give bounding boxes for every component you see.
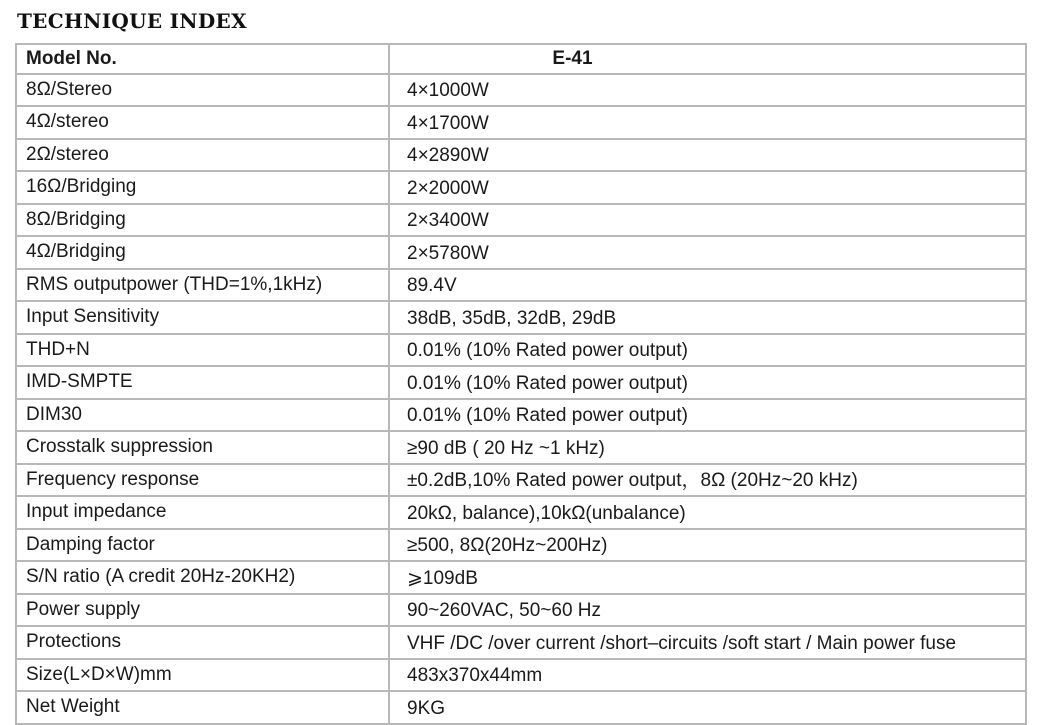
header-model-cell: E-41 bbox=[389, 44, 1026, 74]
spec-value: 0.01% (10% Rated power output) bbox=[389, 366, 1026, 399]
spec-label: DIM30 bbox=[16, 399, 389, 432]
table-row bbox=[16, 594, 1026, 627]
table-row bbox=[16, 301, 1026, 334]
spec-value: ≥90 dB ( 20 Hz ~1 kHz) bbox=[389, 431, 1026, 464]
spec-value: 89.4V bbox=[389, 269, 1026, 302]
spec-label: Crosstalk suppression bbox=[16, 431, 389, 464]
spec-value: 9KG bbox=[389, 691, 1026, 724]
spec-label: Protections bbox=[16, 626, 389, 659]
table-row bbox=[16, 334, 1026, 367]
header-label-cell: Model No. bbox=[16, 44, 389, 74]
table-row bbox=[16, 366, 1026, 399]
table-row bbox=[16, 691, 1026, 724]
spec-value: VHF /DC /over current /short–circuits /soft start / Main power fuse bbox=[389, 626, 1026, 659]
spec-value: 4×1000W bbox=[389, 74, 1026, 107]
table-row bbox=[16, 496, 1026, 529]
spec-value: 90~260VAC, 50~60 Hz bbox=[389, 594, 1026, 627]
table-row bbox=[16, 269, 1026, 302]
spec-label: 16Ω/Bridging bbox=[16, 171, 389, 204]
spec-label: Input Sensitivity bbox=[16, 301, 389, 334]
spec-value: ≥500, 8Ω(20Hz~200Hz) bbox=[389, 529, 1026, 562]
spec-label: 8Ω/Bridging bbox=[16, 204, 389, 237]
spec-value: 0.01% (10% Rated power output) bbox=[389, 334, 1026, 367]
table-row bbox=[16, 399, 1026, 432]
spec-value: 2×2000W bbox=[389, 171, 1026, 204]
spec-label: Net Weight bbox=[16, 691, 389, 724]
spec-label: Input impedance bbox=[16, 496, 389, 529]
spec-label: THD+N bbox=[16, 334, 389, 367]
table-row bbox=[16, 431, 1026, 464]
table-row bbox=[16, 204, 1026, 237]
spec-value: 2×3400W bbox=[389, 204, 1026, 237]
spec-value: 4×2890W bbox=[389, 139, 1026, 172]
table-row bbox=[16, 139, 1026, 172]
spec-value: 2×5780W bbox=[389, 236, 1026, 269]
spec-label: Damping factor bbox=[16, 529, 389, 562]
spec-value: 4×1700W bbox=[389, 106, 1026, 139]
spec-label: 2Ω/stereo bbox=[16, 139, 389, 172]
spec-label: Power supply bbox=[16, 594, 389, 627]
table-row bbox=[16, 529, 1026, 562]
spec-table bbox=[15, 43, 1027, 725]
spec-label: 4Ω/Bridging bbox=[16, 236, 389, 269]
spec-value: ±0.2dB,10% Rated power output，8Ω (20Hz~20 kHz) bbox=[389, 464, 1026, 497]
spec-label: Frequency response bbox=[16, 464, 389, 497]
spec-label: S/N ratio (A credit 20Hz-20KH2) bbox=[16, 561, 389, 594]
spec-value: 20kΩ, balance),10kΩ(unbalance) bbox=[389, 496, 1026, 529]
table-row bbox=[16, 561, 1026, 594]
table-header-row bbox=[16, 44, 1026, 74]
spec-label: IMD-SMPTE bbox=[16, 366, 389, 399]
table-row bbox=[16, 74, 1026, 107]
table-row bbox=[16, 659, 1026, 692]
spec-label: 4Ω/stereo bbox=[16, 106, 389, 139]
table-row bbox=[16, 106, 1026, 139]
page-title: TECHNIQUE INDEX bbox=[17, 9, 247, 33]
table-row bbox=[16, 626, 1026, 659]
spec-label: 8Ω/Stereo bbox=[16, 74, 389, 107]
spec-value: ⩾109dB bbox=[389, 561, 1026, 594]
table-row bbox=[16, 171, 1026, 204]
spec-value: 0.01% (10% Rated power output) bbox=[389, 399, 1026, 432]
spec-value: 38dB, 35dB, 32dB, 29dB bbox=[389, 301, 1026, 334]
spec-label: RMS outputpower (THD=1%,1kHz) bbox=[16, 269, 389, 302]
table-row bbox=[16, 236, 1026, 269]
spec-value: 483x370x44mm bbox=[389, 659, 1026, 692]
spec-label: Size(L×D×W)mm bbox=[16, 659, 389, 692]
table-row bbox=[16, 464, 1026, 497]
